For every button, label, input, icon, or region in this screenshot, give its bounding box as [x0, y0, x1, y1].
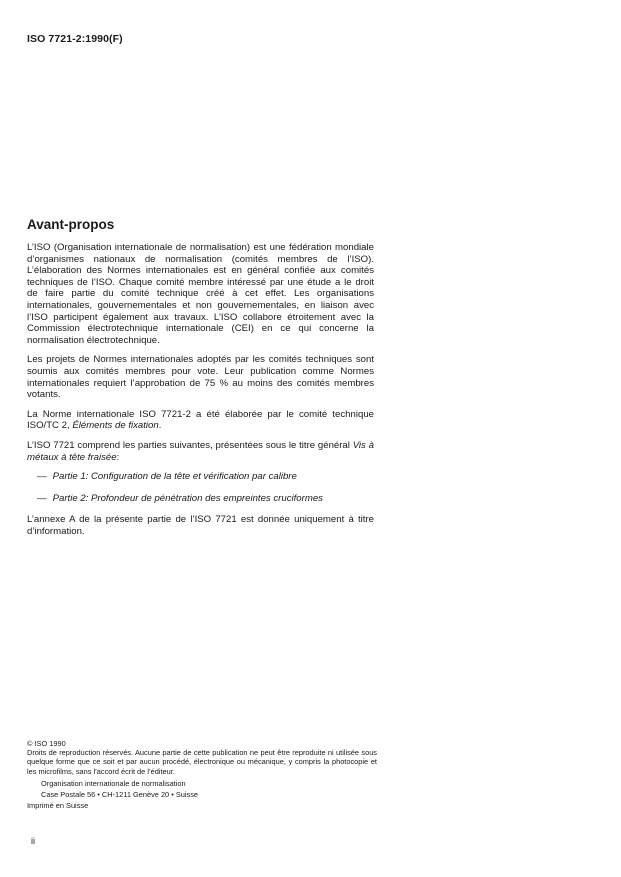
paragraph-committee	[27, 409, 374, 432]
paragraph-voting: Les projets de Normes internationales adoptés par les comités techniques sont soumis aux comités membres pour vote. Leur publication comme Normes internationales requiert l’approbation de 75 % au moins des comités membres votants.	[27, 354, 374, 401]
committee-text: La Norme internationale ISO 7721-2 a été élaborée par le comité technique ISO/TC 2,	[27, 408, 374, 432]
rights-notice: Droits de reproduction réservés. Aucune partie de cette publication ne peut être reproduite ni utilisée sous quelque forme que ce soit et par aucun procédé, électronique ou mécanique, y compris la photocopie et les microfilms, sans l’accord écrit de l’éditeur.	[27, 748, 377, 776]
copyright-line: © ISO 1990	[27, 739, 66, 748]
part-label: Partie 1: Configuration de la tête et vérification par calibre	[52, 471, 297, 483]
dash-bullet: —	[37, 492, 47, 504]
printed-in: Imprimé en Suisse	[27, 801, 89, 811]
page-number: ii	[31, 836, 35, 846]
foreword-title: Avant-propos	[27, 217, 115, 232]
copyright-footer	[27, 739, 377, 810]
dash-bullet: —	[37, 471, 47, 483]
list-item	[37, 493, 374, 505]
org-address: Case Postale 56 • CH-1211 Genève 20 • Suisse	[41, 790, 199, 800]
document-id-header: ISO 7721-2:1990(F)	[27, 33, 123, 45]
parts-list	[27, 471, 374, 504]
committee-name: Éléments de fixation	[72, 420, 159, 432]
parts-intro-end: :	[116, 451, 120, 463]
paragraph-annex: L’annexe A de la présente partie de l’ISO 7721 est donnée uniquement à titre d’information.	[27, 514, 374, 537]
general-title: Vis à métaux à tête fraisée	[27, 439, 374, 463]
parts-intro-text: L’ISO 7721 comprend les parties suivantes, présentées sous le titre général	[27, 439, 353, 451]
paragraph-parts-intro	[27, 440, 374, 463]
part-label: Partie 2: Profondeur de pénétration des empreintes cruciformes	[52, 492, 323, 504]
org-name: Organisation internationale de normalisation	[41, 778, 186, 788]
foreword-body	[27, 242, 374, 545]
committee-end: .	[158, 420, 162, 432]
paragraph-iso-intro: L’ISO (Organisation internationale de normalisation) est une fédération mondiale d’organismes nationaux de normalisation (comités membres de l’ISO). L’élaboration des Normes internationales est en général confiée aux comités techniques de l’ISO. Chaque comité membre intéressé par une étude a le droit de faire partie du comité technique créé à cet effet. Les organisations internationales, gouvernementales et non gouvernementales, en liaison avec l’ISO participent également aux travaux. L’ISO collabore étroitement avec la Commission électrotechnique internationale (CEI) en ce qui concerne la normalisation électrotechnique.	[27, 242, 374, 346]
list-item	[37, 471, 374, 483]
